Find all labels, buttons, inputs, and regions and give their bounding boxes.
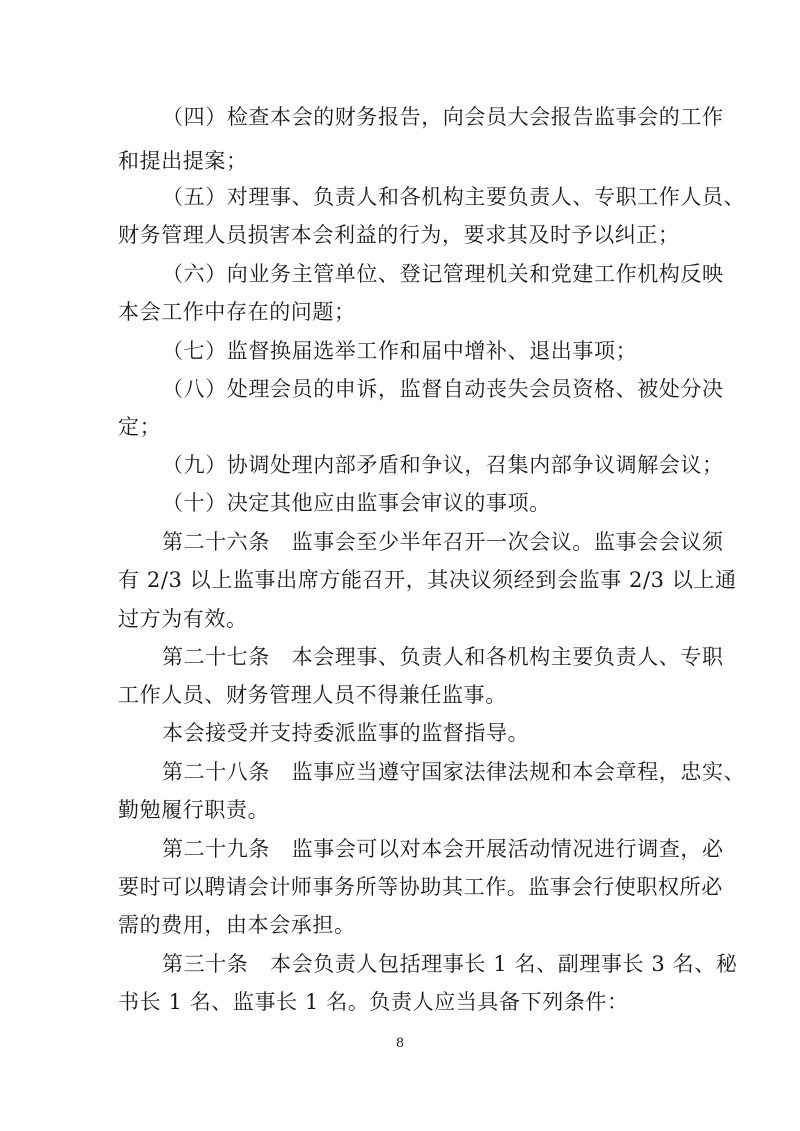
text-line: （六）向业务主管单位、登记管理机关和党建工作机构反映 — [162, 262, 724, 286]
text-line: （九）协调处理内部矛盾和争议，召集内部争议调解会议； — [162, 453, 724, 477]
page-number: 8 — [395, 1036, 405, 1051]
text-line: （八）处理会员的申诉，监督自动丧失会员资格、被处分决 — [162, 377, 724, 401]
text-line: 第二十七条 本会理事、负责人和各机构主要负责人、专职 — [162, 645, 724, 669]
text-line: 有 2/3 以上监事出席方能召开，其决议须经到会监事 2/3 以上通 — [118, 568, 737, 592]
text-line: 本会工作中存在的问题； — [118, 300, 356, 324]
text-line: 勤勉履行职责。 — [118, 798, 270, 822]
text-line: （十）决定其他应由监事会审议的事项。 — [162, 491, 551, 515]
text-line: 本会接受并支持委派监事的监督指导。 — [162, 721, 530, 745]
text-line: 书长 1 名、监事长 1 名。负责人应当具备下列条件： — [118, 990, 629, 1014]
text-line: 要时可以聘请会计师事务所等协助其工作。监事会行使职权所必 — [118, 875, 723, 899]
text-line: 过方为有效。 — [118, 607, 248, 631]
text-line: 第二十六条 监事会至少半年召开一次会议。监事会会议须 — [162, 530, 724, 554]
text-line: （四）检查本会的财务报告，向会员大会报告监事会的工作 — [162, 105, 724, 129]
text-line: （五）对理事、负责人和各机构主要负责人、专职工作人员、 — [162, 185, 746, 209]
text-line: 第三十条 本会负责人包括理事长 1 名、副理事长 3 名、秘 — [162, 952, 738, 976]
text-line: 和提出提案； — [118, 149, 248, 173]
text-line: 财务管理人员损害本会利益的行为，要求其及时予以纠正； — [118, 223, 680, 247]
text-line: 第二十九条 监事会可以对本会开展活动情况进行调查，必 — [162, 837, 724, 861]
text-line: 第二十八条 监事应当遵守国家法律法规和本会章程，忠实、 — [162, 760, 746, 784]
text-line: 定； — [118, 415, 162, 439]
text-line: 需的费用，由本会承担。 — [118, 913, 356, 937]
text-line: （七）监督换届选举工作和届中增补、退出事项； — [162, 339, 638, 363]
text-line: 工作人员、财务管理人员不得兼任监事。 — [118, 683, 507, 707]
